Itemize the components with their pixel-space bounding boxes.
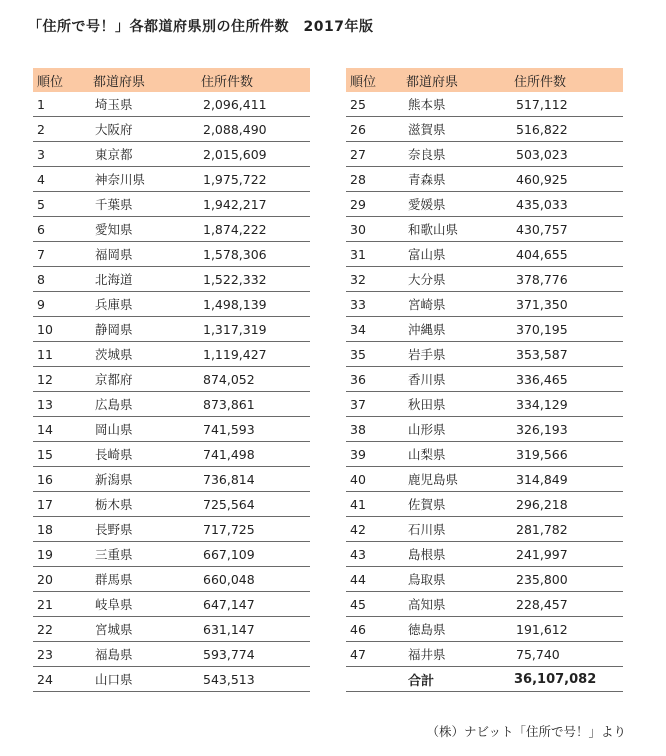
prefecture-cell: 高知県: [402, 592, 510, 617]
prefecture-cell: 千葉県: [89, 192, 197, 217]
count-cell: 741,498: [197, 442, 310, 467]
rank-cell: 38: [346, 417, 402, 442]
table-row: [346, 442, 623, 467]
table-body-left: [33, 92, 310, 692]
rank-cell: 27: [346, 142, 402, 167]
table-row: [346, 517, 623, 542]
rank-cell: 46: [346, 617, 402, 642]
prefecture-cell: 青森県: [402, 167, 510, 192]
count-cell: 228,457: [510, 592, 623, 617]
rank-cell: 45: [346, 592, 402, 617]
count-cell: 631,147: [197, 617, 310, 642]
count-cell: 543,513: [197, 667, 310, 692]
prefecture-cell: 兵庫県: [89, 292, 197, 317]
rank-cell: 11: [33, 342, 89, 367]
ranking-table-right: [346, 68, 623, 692]
table-row: [346, 392, 623, 417]
prefecture-cell: 香川県: [402, 367, 510, 392]
table-row: [33, 492, 310, 517]
count-cell: 660,048: [197, 567, 310, 592]
rank-cell: 21: [33, 592, 89, 617]
rank-cell: 5: [33, 192, 89, 217]
count-cell: 460,925: [510, 167, 623, 192]
count-cell: 2,015,609: [197, 142, 310, 167]
table-row: [33, 192, 310, 217]
count-cell: 2,096,411: [197, 92, 310, 117]
rank-cell: 16: [33, 467, 89, 492]
rank-cell: 15: [33, 442, 89, 467]
rank-cell: 36: [346, 367, 402, 392]
count-cell: 516,822: [510, 117, 623, 142]
table-row: [346, 192, 623, 217]
count-cell: 404,655: [510, 242, 623, 267]
table-row: [33, 267, 310, 292]
prefecture-cell: 栃木県: [89, 492, 197, 517]
rank-cell: 26: [346, 117, 402, 142]
count-cell: 736,814: [197, 467, 310, 492]
table-row: [33, 442, 310, 467]
prefecture-cell: 岡山県: [89, 417, 197, 442]
rank-cell: 47: [346, 642, 402, 667]
table-row: [33, 667, 310, 692]
prefecture-cell: 徳島県: [402, 617, 510, 642]
table-row: [346, 467, 623, 492]
prefecture-cell: 石川県: [402, 517, 510, 542]
ranking-table-left: [33, 68, 310, 692]
prefecture-cell: 岐阜県: [89, 592, 197, 617]
prefecture-cell: 岩手県: [402, 342, 510, 367]
rank-cell: 8: [33, 267, 89, 292]
prefecture-cell: 愛媛県: [402, 192, 510, 217]
table-row: [346, 142, 623, 167]
rank-cell: 3: [33, 142, 89, 167]
rank-cell: 24: [33, 667, 89, 692]
table-row: [33, 242, 310, 267]
count-cell: 430,757: [510, 217, 623, 242]
rank-cell: 7: [33, 242, 89, 267]
rank-cell: 10: [33, 317, 89, 342]
prefecture-cell: 東京都: [89, 142, 197, 167]
count-cell: 235,800: [510, 567, 623, 592]
rank-cell: 30: [346, 217, 402, 242]
rank-cell: 40: [346, 467, 402, 492]
count-cell: 75,740: [510, 642, 623, 667]
count-cell: 741,593: [197, 417, 310, 442]
prefecture-cell: 北海道: [89, 267, 197, 292]
prefecture-header: 都道府県: [89, 68, 197, 92]
count-cell: 1,975,722: [197, 167, 310, 192]
table-row: [33, 592, 310, 617]
table-row: [346, 592, 623, 617]
table-row: [346, 217, 623, 242]
source-note: （株）ナビット「住所で号！」より: [426, 724, 626, 739]
prefecture-cell: 福井県: [402, 642, 510, 667]
count-cell: 1,874,222: [197, 217, 310, 242]
table-row: [33, 392, 310, 417]
count-cell: 371,350: [510, 292, 623, 317]
table-row: [33, 567, 310, 592]
table-row: [346, 342, 623, 367]
rank-cell: 17: [33, 492, 89, 517]
prefecture-cell: 埼玉県: [89, 92, 197, 117]
rank-cell: 18: [33, 517, 89, 542]
count-cell: 336,465: [510, 367, 623, 392]
rank-cell: 35: [346, 342, 402, 367]
rank-header: 順位: [33, 68, 89, 92]
rank-cell: 12: [33, 367, 89, 392]
prefecture-cell: 宮崎県: [402, 292, 510, 317]
table-header-row: [33, 68, 310, 92]
prefecture-cell: 富山県: [402, 242, 510, 267]
count-cell: 874,052: [197, 367, 310, 392]
prefecture-cell: 長崎県: [89, 442, 197, 467]
prefecture-cell: 奈良県: [402, 142, 510, 167]
table-row: [346, 642, 623, 667]
count-cell: 725,564: [197, 492, 310, 517]
count-cell: 593,774: [197, 642, 310, 667]
table-row: [33, 167, 310, 192]
rank-cell: 20: [33, 567, 89, 592]
count-cell: 717,725: [197, 517, 310, 542]
prefecture-cell: 群馬県: [89, 567, 197, 592]
prefecture-cell: 愛知県: [89, 217, 197, 242]
rank-cell: 25: [346, 92, 402, 117]
total-label: 合計: [402, 667, 510, 692]
prefecture-cell: 鳥取県: [402, 567, 510, 592]
table-row: [33, 617, 310, 642]
prefecture-cell: 茨城県: [89, 342, 197, 367]
prefecture-cell: 山梨県: [402, 442, 510, 467]
rank-cell: 22: [33, 617, 89, 642]
prefecture-cell: 広島県: [89, 392, 197, 417]
table-row: [33, 217, 310, 242]
table-row: [33, 517, 310, 542]
table-body-right: [346, 92, 623, 692]
table-row: [346, 292, 623, 317]
table-row: [346, 417, 623, 442]
rank-cell: 44: [346, 567, 402, 592]
prefecture-header: 都道府県: [402, 68, 510, 92]
table-row: [346, 92, 623, 117]
prefecture-cell: 和歌山県: [402, 217, 510, 242]
count-cell: 667,109: [197, 542, 310, 567]
table-row: [33, 642, 310, 667]
prefecture-cell: 大阪府: [89, 117, 197, 142]
total-blank-cell: [346, 667, 402, 692]
table-row: [346, 367, 623, 392]
count-cell: 2,088,490: [197, 117, 310, 142]
count-cell: 191,612: [510, 617, 623, 642]
rank-cell: 42: [346, 517, 402, 542]
table-row: [346, 317, 623, 342]
prefecture-cell: 大分県: [402, 267, 510, 292]
rank-cell: 41: [346, 492, 402, 517]
rank-cell: 34: [346, 317, 402, 342]
prefecture-cell: 滋賀県: [402, 117, 510, 142]
prefecture-cell: 佐賀県: [402, 492, 510, 517]
total-count: 36,107,082: [510, 667, 623, 692]
table-row: [33, 142, 310, 167]
rank-cell: 9: [33, 292, 89, 317]
table-row: [346, 242, 623, 267]
rank-cell: 43: [346, 542, 402, 567]
table-row: [33, 117, 310, 142]
table-row: [33, 417, 310, 442]
table-row: [346, 117, 623, 142]
count-cell: 370,195: [510, 317, 623, 342]
count-cell: 314,849: [510, 467, 623, 492]
table-row: [33, 367, 310, 392]
rank-cell: 37: [346, 392, 402, 417]
count-header: 住所件数: [197, 68, 310, 92]
table-row: [346, 492, 623, 517]
rank-cell: 28: [346, 167, 402, 192]
prefecture-cell: 熊本県: [402, 92, 510, 117]
count-header: 住所件数: [510, 68, 623, 92]
prefecture-cell: 三重県: [89, 542, 197, 567]
count-cell: 517,112: [510, 92, 623, 117]
table-row: [33, 342, 310, 367]
rank-cell: 1: [33, 92, 89, 117]
rank-header: 順位: [346, 68, 402, 92]
rank-cell: 31: [346, 242, 402, 267]
prefecture-cell: 秋田県: [402, 392, 510, 417]
table-row: [33, 467, 310, 492]
count-cell: 873,861: [197, 392, 310, 417]
table-row: [346, 567, 623, 592]
count-cell: 1,942,217: [197, 192, 310, 217]
table-row: [33, 542, 310, 567]
count-cell: 319,566: [510, 442, 623, 467]
count-cell: 281,782: [510, 517, 623, 542]
table-row: [33, 317, 310, 342]
count-cell: 1,578,306: [197, 242, 310, 267]
count-cell: 334,129: [510, 392, 623, 417]
count-cell: 1,522,332: [197, 267, 310, 292]
rank-cell: 4: [33, 167, 89, 192]
total-row: [346, 667, 623, 692]
prefecture-cell: 神奈川県: [89, 167, 197, 192]
count-cell: 296,218: [510, 492, 623, 517]
rank-cell: 23: [33, 642, 89, 667]
rank-cell: 33: [346, 292, 402, 317]
prefecture-cell: 山口県: [89, 667, 197, 692]
count-cell: 326,193: [510, 417, 623, 442]
prefecture-cell: 新潟県: [89, 467, 197, 492]
count-cell: 353,587: [510, 342, 623, 367]
count-cell: 241,997: [510, 542, 623, 567]
prefecture-cell: 長野県: [89, 517, 197, 542]
prefecture-cell: 宮城県: [89, 617, 197, 642]
prefecture-cell: 京都府: [89, 367, 197, 392]
count-cell: 378,776: [510, 267, 623, 292]
table-header-row: [346, 68, 623, 92]
count-cell: 647,147: [197, 592, 310, 617]
rank-cell: 6: [33, 217, 89, 242]
prefecture-cell: 沖縄県: [402, 317, 510, 342]
prefecture-cell: 福島県: [89, 642, 197, 667]
page-title: 「住所で号！」各都道府県別の住所件数 2017年版: [28, 19, 374, 35]
count-cell: 1,317,319: [197, 317, 310, 342]
prefecture-cell: 島根県: [402, 542, 510, 567]
rank-cell: 14: [33, 417, 89, 442]
rank-cell: 13: [33, 392, 89, 417]
prefecture-cell: 福岡県: [89, 242, 197, 267]
table-row: [346, 167, 623, 192]
rank-cell: 19: [33, 542, 89, 567]
rank-cell: 29: [346, 192, 402, 217]
table-row: [33, 92, 310, 117]
prefecture-cell: 静岡県: [89, 317, 197, 342]
count-cell: 1,119,427: [197, 342, 310, 367]
count-cell: 503,023: [510, 142, 623, 167]
table-row: [346, 542, 623, 567]
table-row: [33, 292, 310, 317]
prefecture-cell: 山形県: [402, 417, 510, 442]
table-row: [346, 267, 623, 292]
rank-cell: 32: [346, 267, 402, 292]
prefecture-cell: 鹿児島県: [402, 467, 510, 492]
rank-cell: 39: [346, 442, 402, 467]
table-row: [346, 617, 623, 642]
rank-cell: 2: [33, 117, 89, 142]
count-cell: 435,033: [510, 192, 623, 217]
count-cell: 1,498,139: [197, 292, 310, 317]
